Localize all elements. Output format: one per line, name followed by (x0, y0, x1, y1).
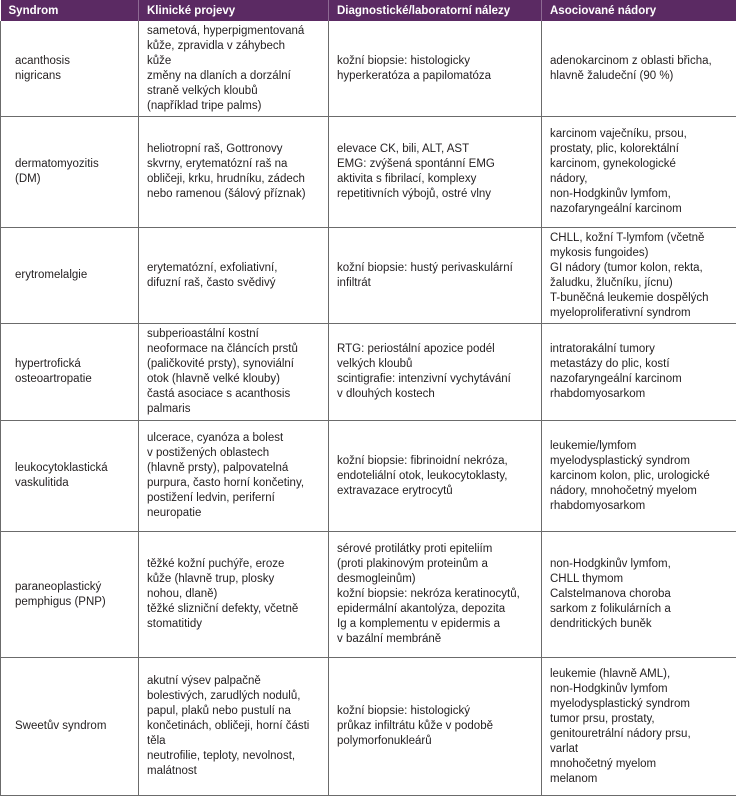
cell-line: infiltrát (337, 276, 371, 289)
cell-line: papul, plaků nebo pustulí na (147, 705, 291, 717)
cell-tumors (542, 324, 736, 421)
cell-line: změny na dlaních a dorzální (147, 69, 291, 82)
cell-line: dendritických buněk (550, 618, 652, 630)
cell-line: karcinom kolon, plic, urologické (550, 469, 710, 482)
cell-line: pemphigus (PNP) (15, 595, 106, 608)
cell-line: non-Hodgkinův lymfom (550, 682, 668, 695)
cell-line: nádory, mnohočetný myelom (550, 484, 697, 497)
header-row (1, 0, 736, 21)
cell-line: nazofaryngeální karcinom (550, 203, 682, 215)
cell-clinical (139, 658, 329, 796)
table-row (1, 421, 736, 532)
cell-line: adenokarcinom z oblasti břicha, (550, 54, 712, 67)
cell-line: Ig a komplementu v epidermis a (337, 618, 500, 630)
cell-line: rhabdomyosarkom (550, 499, 646, 512)
cell-line: varlat (550, 742, 579, 755)
cell-line: RTG: periostální apozice podél (337, 343, 495, 355)
cell-line: elevace CK, bili, ALT, AST (337, 143, 470, 155)
cell-line: obličeji, krku, hrudníku, zádech (147, 173, 305, 185)
cell-line: v bazální membráně (337, 633, 442, 645)
cell-line: kožní biopsie: fibrinoidní nekróza, (337, 454, 508, 467)
cell-line: kožní biopsie: nekróza keratinocytů, (337, 588, 520, 600)
cell-line: extravazace erytrocytů (337, 484, 453, 497)
cell-line: skvrny, erytematózní raš na (147, 158, 288, 170)
cell-line: dermatomyozitis (15, 158, 99, 170)
cell-syndrome (1, 21, 139, 117)
cell-line: melanom (550, 772, 598, 785)
cell-syndrome (1, 421, 139, 532)
cell-clinical (139, 532, 329, 658)
cell-line: non-Hodgkinův lymfom, (550, 558, 671, 570)
cell-line: velkých kloubů (337, 358, 413, 370)
cell-clinical (139, 117, 329, 228)
table-row (1, 324, 736, 421)
cell-line: acanthosis (15, 54, 70, 67)
cell-line: prostaty, plic, kolorektální (550, 143, 679, 155)
cell-line: sametová, hyperpigmentovaná (147, 24, 305, 37)
table-row (1, 228, 736, 324)
cell-tumors (542, 421, 736, 532)
cell-line: ulcerace, cyanóza a bolest (147, 432, 284, 444)
table-row (1, 658, 736, 796)
cell-line: aktivita s fibrilací, komplexy (337, 173, 477, 185)
cell-line: (DM) (15, 173, 41, 185)
cell-syndrome (1, 117, 139, 228)
cell-line: myelodysplastický syndrom (550, 454, 690, 467)
cell-line: nádory, (550, 173, 588, 185)
cell-line: otok (hlavně velké klouby) (147, 373, 280, 385)
cell-line: desmogleinům) (337, 573, 416, 585)
cell-line: straně velkých kloubů (147, 84, 258, 97)
cell-line: kůže, zpravidla v záhybech (147, 39, 286, 52)
cell-line: epidermální akantolýza, depozita (337, 603, 506, 615)
cell-line: repetitivních výbojů, ostré vlny (337, 188, 492, 200)
cell-line: v postižených oblastech (147, 447, 270, 459)
cell-line: (hlavně prsty), palpovatelná (147, 462, 289, 474)
cell-line: scintigrafie: intenzivní vychytávání (337, 373, 511, 385)
cell-clinical (139, 421, 329, 532)
cell-diagnostic (329, 117, 542, 228)
cell-tumors (542, 117, 736, 228)
header-diagnostic: Diagnostické/laboratorní nálezy (329, 0, 542, 21)
cell-line: těžké kožní puchýře, eroze (147, 558, 285, 570)
cell-line: genitouretrální nádory prsu, (550, 727, 691, 740)
cell-line: sérové protilátky proti epiteliím (337, 543, 493, 555)
cell-line: postižení ledvin, periferní (147, 492, 275, 504)
cell-line: nohou, dlaně) (147, 588, 218, 600)
cell-line: kůže (hlavně trup, plosky (147, 573, 275, 585)
cell-line: non-Hodgkinův lymfom, (550, 188, 671, 200)
cell-line: hlavně žaludeční (90 %) (550, 69, 674, 82)
cell-line: Sweetův syndrom (15, 720, 107, 732)
table-row (1, 21, 736, 117)
cell-clinical (139, 228, 329, 324)
cell-line: subperioastální kostní (147, 328, 259, 340)
header-clinical: Klinické projevy (139, 0, 329, 21)
cell-line: EMG: zvýšená spontánní EMG (337, 158, 495, 170)
cell-line: neuropatie (147, 507, 202, 519)
cell-line: bolestivých, zarudlých nodulů, (147, 690, 301, 702)
cell-line: rhabdomyosarkom (550, 388, 646, 400)
cell-line: průkaz infiltrátu kůže v podobě (337, 720, 493, 732)
cell-line: intratorakální tumory (550, 343, 655, 355)
cell-line: častá asociace s acanthosis (147, 388, 291, 400)
cell-line: hypertrofická (15, 358, 81, 370)
cell-line: nigricans (15, 69, 62, 82)
cell-line: hyperkeratóza a papilomatóza (337, 69, 492, 82)
cell-line: v dlouhých kostech (337, 388, 435, 400)
cell-tumors (542, 532, 736, 658)
cell-line: palmaris (147, 403, 191, 415)
cell-line: neoformace na článcích prstů (147, 343, 298, 355)
cell-line: endoteliální otok, leukocytoklasty, (337, 469, 508, 482)
cell-line: metastázy do plic, kostí (550, 358, 670, 370)
cell-syndrome (1, 228, 139, 324)
cell-line: akutní výsev palpačně (147, 675, 261, 687)
cell-line: vaskulitida (15, 477, 69, 489)
header-tumors: Asociované nádory (542, 0, 736, 21)
cell-line: leukocytoklastická (15, 462, 108, 474)
table-row (1, 532, 736, 658)
cell-line: CHLL thymom (550, 573, 624, 585)
cell-line: (paličkovité prsty), synoviální (147, 358, 294, 370)
cell-line: stomatitidy (147, 618, 202, 630)
cell-tumors (542, 228, 736, 324)
cell-diagnostic (329, 228, 542, 324)
cell-line: difuzní raš, často svědivý (147, 276, 276, 289)
cell-line: nazofaryngeální karcinom (550, 373, 682, 385)
cell-line: těžké slizniční defekty, včetně (147, 603, 299, 615)
cell-line: leukemie (hlavně AML), (550, 667, 671, 680)
cell-line: malátnost (147, 765, 197, 777)
cell-diagnostic (329, 21, 542, 117)
cell-diagnostic (329, 421, 542, 532)
cell-line: žaludku, žlučníku, jícnu) (550, 276, 673, 289)
cell-line: heliotropní raš, Gottronovy (147, 143, 283, 155)
cell-line: myeloproliferativní syndrom (550, 306, 691, 319)
cell-line: kůže (147, 54, 172, 67)
cell-line: kožní biopsie: histologicky (337, 54, 470, 67)
cell-line: leukemie/lymfom (550, 439, 637, 452)
cell-line: kožní biopsie: histologický (337, 705, 470, 717)
cell-line: erytromelalgie (15, 269, 88, 281)
cell-line: mnohočetný myelom (550, 757, 657, 770)
cell-line: neutrofilie, teploty, nevolnost, (147, 750, 296, 762)
cell-line: myelodysplastický syndrom (550, 697, 690, 710)
cell-line: karcinom, gynekologické (550, 158, 676, 170)
header-syndrome: Syndrom (1, 0, 139, 21)
cell-line: Calstelmanova choroba (550, 588, 671, 600)
cell-line: purpura, často horní končetiny, (147, 477, 305, 489)
cell-line: (například tripe palms) (147, 99, 262, 112)
cell-line: mykosis fungoides) (550, 246, 649, 259)
cell-line: erytematózní, exfoliativní, (147, 261, 278, 274)
cell-line: končetinách, obličeji, horní části (147, 720, 310, 732)
cell-line: karcinom vaječníku, prsou, (550, 128, 687, 140)
cell-diagnostic (329, 324, 542, 421)
cell-line: kožní biopsie: hustý perivaskulární (337, 261, 513, 274)
cell-line: sarkom z folikulárních a (550, 603, 671, 615)
cell-line: T-buněčná leukemie dospělých (550, 291, 709, 304)
cell-line: těla (147, 735, 166, 747)
cell-tumors (542, 21, 736, 117)
cell-syndrome (1, 324, 139, 421)
cell-line: nebo ramenou (šálový příznak) (147, 188, 306, 200)
cell-line: paraneoplastický (15, 580, 102, 593)
cell-clinical (139, 324, 329, 421)
cell-line: (proti plakinovým proteinům a (337, 558, 488, 570)
cell-line: tumor prsu, prostaty, (550, 712, 655, 725)
cell-tumors (542, 658, 736, 796)
cell-diagnostic (329, 532, 542, 658)
cell-line: GI nádory (tumor kolon, rekta, (550, 261, 703, 274)
cell-diagnostic (329, 658, 542, 796)
cell-line: polymorfonukleárů (337, 735, 432, 747)
table-row (1, 117, 736, 228)
cell-line: CHLL, kožní T-lymfom (včetně (550, 231, 705, 244)
cell-syndrome (1, 532, 139, 658)
cell-clinical (139, 21, 329, 117)
cell-syndrome (1, 658, 139, 796)
cell-line: osteoartropatie (15, 373, 92, 385)
